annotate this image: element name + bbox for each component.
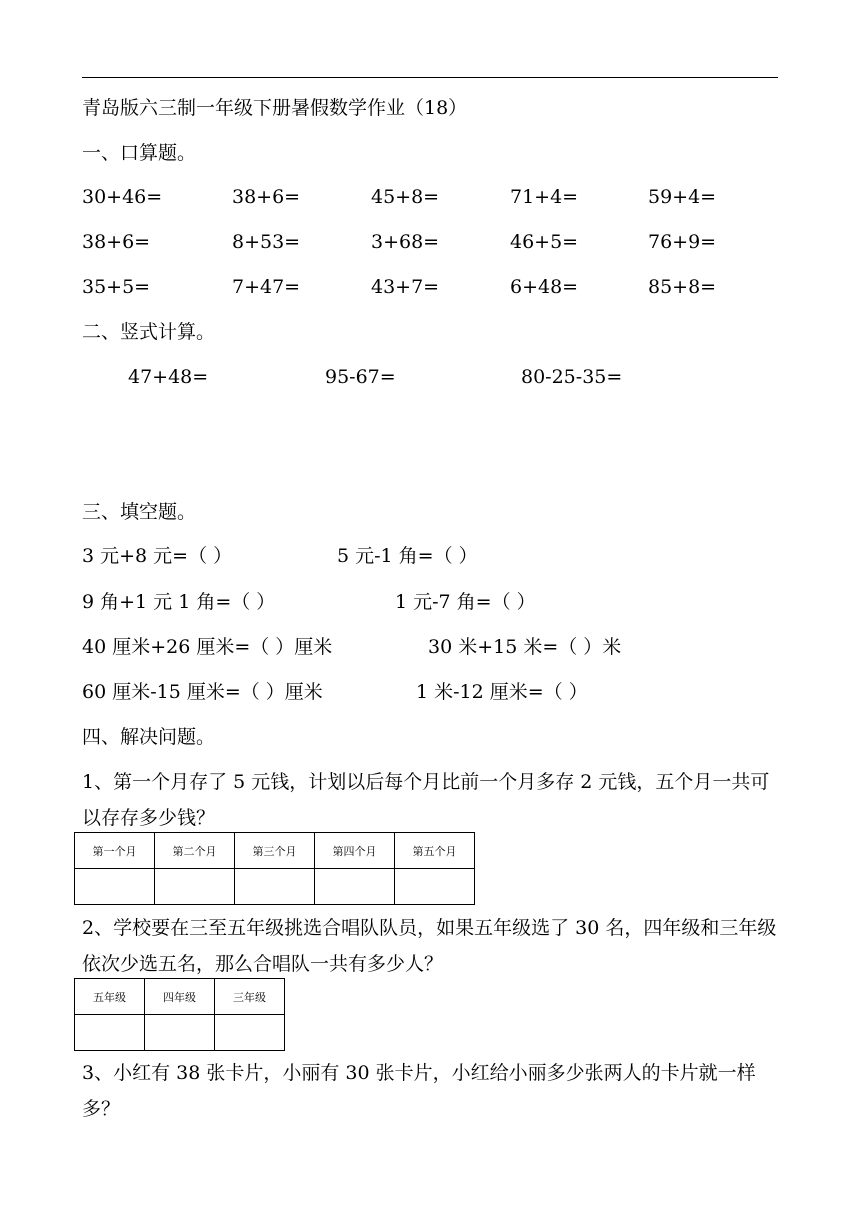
header-rule bbox=[82, 77, 778, 78]
mental-math-item: 8+53= bbox=[232, 231, 301, 253]
mental-math-item: 35+5= bbox=[82, 276, 151, 298]
table-header-cell: 第二个月 bbox=[155, 833, 235, 869]
section1-heading: 一、口算题。 bbox=[82, 142, 197, 164]
fill-blank-item: 5 元-1 角=（ ） bbox=[337, 545, 478, 567]
fill-blank-item: 9 角+1 元 1 角=（ ） bbox=[82, 591, 276, 613]
fill-blank-item: 1 元-7 角=（ ） bbox=[395, 591, 536, 613]
mental-math-item: 7+47= bbox=[232, 276, 301, 298]
problem-1-text: 1、第一个月存了 5 元钱，计划以后每个月比前一个月多存 2 元钱，五个月一共可以存存多少钱？ bbox=[82, 771, 770, 829]
table-header-cell: 三年级 bbox=[215, 979, 285, 1015]
mental-math-item: 3+68= bbox=[371, 231, 440, 253]
page-title: 青岛版六三制一年级下册暑假数学作业（18） bbox=[82, 97, 468, 119]
mental-math-item: 59+4= bbox=[648, 186, 717, 208]
section4-heading: 四、解决问题。 bbox=[82, 726, 216, 748]
answer-cell[interactable] bbox=[155, 869, 235, 905]
section3-heading: 三、填空题。 bbox=[82, 501, 197, 523]
vertical-calc-item: 47+48= bbox=[128, 366, 209, 388]
mental-math-item: 30+46= bbox=[82, 186, 163, 208]
problem-2-text: 2、学校要在三至五年级挑选合唱队队员，如果五年级选了 30 名，四年级和三年级依次少选五名，那么合唱队一共有多少人？ bbox=[82, 917, 777, 975]
fill-blank-item: 1 米-12 厘米=（ ） bbox=[416, 681, 588, 703]
fill-blank-item: 60 厘米-15 厘米=（ ）厘米 bbox=[82, 681, 323, 703]
table-header-cell: 第五个月 bbox=[395, 833, 475, 869]
answer-cell[interactable] bbox=[235, 869, 315, 905]
mental-math-item: 71+4= bbox=[510, 186, 579, 208]
answer-cell[interactable] bbox=[315, 869, 395, 905]
table-header-cell: 四年级 bbox=[145, 979, 215, 1015]
problem-3-text: 3、小红有 38 张卡片，小丽有 30 张卡片，小红给小丽多少张两人的卡片就一样多？ bbox=[82, 1062, 756, 1120]
answer-cell[interactable] bbox=[75, 869, 155, 905]
answer-cell[interactable] bbox=[75, 1015, 145, 1051]
answer-cell[interactable] bbox=[215, 1015, 285, 1051]
fill-blank-item: 3 元+8 元=（ ） bbox=[82, 545, 233, 567]
table-header-cell: 第四个月 bbox=[315, 833, 395, 869]
section2-heading: 二、竖式计算。 bbox=[82, 321, 216, 343]
fill-blank-item: 30 米+15 米=（ ）米 bbox=[428, 636, 622, 658]
vertical-calc-item: 80-25-35= bbox=[521, 366, 623, 388]
mental-math-item: 38+6= bbox=[82, 231, 151, 253]
mental-math-item: 38+6= bbox=[232, 186, 301, 208]
table-header-cell: 第一个月 bbox=[75, 833, 155, 869]
mental-math-item: 76+9= bbox=[648, 231, 717, 253]
mental-math-item: 6+48= bbox=[510, 276, 579, 298]
vertical-calc-item: 95-67= bbox=[325, 366, 396, 388]
mental-math-item: 46+5= bbox=[510, 231, 579, 253]
mental-math-item: 43+7= bbox=[371, 276, 440, 298]
answer-cell[interactable] bbox=[395, 869, 475, 905]
table-header-cell: 第三个月 bbox=[235, 833, 315, 869]
mental-math-item: 45+8= bbox=[371, 186, 440, 208]
fill-blank-item: 40 厘米+26 厘米=（ ）厘米 bbox=[82, 636, 333, 658]
problem-1-table bbox=[74, 832, 475, 905]
problem-2-table bbox=[74, 978, 285, 1051]
table-header-cell: 五年级 bbox=[75, 979, 145, 1015]
mental-math-item: 85+8= bbox=[648, 276, 717, 298]
answer-cell[interactable] bbox=[145, 1015, 215, 1051]
